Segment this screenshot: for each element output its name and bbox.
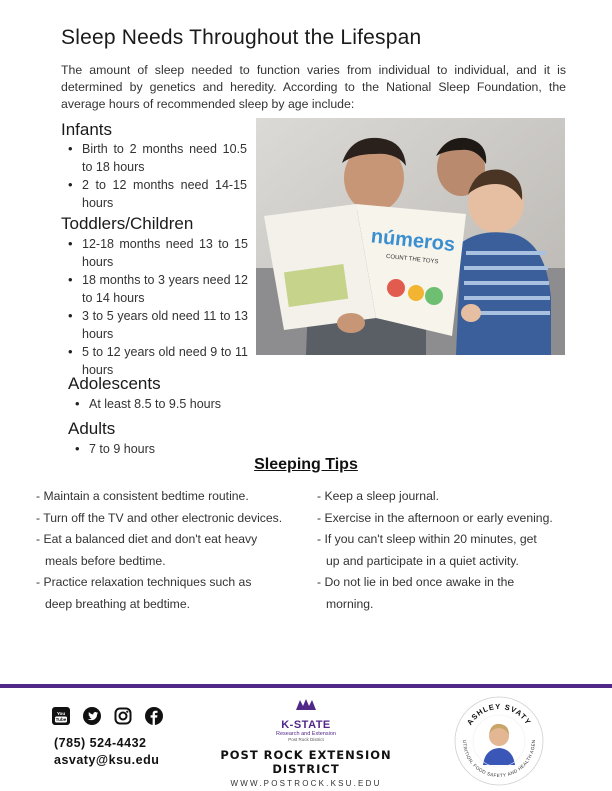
contact-info [54,735,159,769]
svg-text:You: You [56,711,66,716]
tip-item: - If you can't sleep within 20 minutes, get up and participate in a quiet activity. [317,532,537,568]
family-reading-photo [256,118,565,355]
intro-paragraph: The amount of sleep needed to function varies from individual to individual, and it is determined by genetics and heredity. According to the National Sleep Foundation, the average hours of recommended sleep by age include: [61,63,566,111]
book-title: números [369,225,457,257]
phone-number: (785) 524-4432 [54,736,147,750]
list-item: • 2 to 12 months need 14-15 hours [66,176,247,212]
list-item: • 7 to 9 hours [73,440,273,458]
list-item: • 12-18 months need 13 to 15 hours [66,235,248,271]
email-address[interactable]: asvaty@ksu.edu [54,753,160,767]
tip-item: - Eat a balanced diet and don't eat heavy meals before bedtime. [36,532,258,568]
tips-right-column [317,486,587,615]
list-item: • 3 to 5 years old need 11 to 13 hours [66,307,248,343]
footer-divider [0,684,612,688]
sleeping-tips-title: Sleeping Tips [254,456,358,473]
kstate-sub: Research and Extension [276,731,336,737]
book-subtitle: COUNT THE TOYS [385,253,439,266]
kstate-name: K-STATE [281,719,331,731]
twitter-icon[interactable] [83,707,101,725]
tips-left-column [36,486,311,615]
heading-toddlers-children: Toddlers/Children [61,214,194,233]
youtube-icon[interactable] [52,707,70,725]
badge-name: ASHLEY SVATY [465,701,533,727]
instagram-icon[interactable] [114,707,132,725]
wildcat-icon [294,698,318,712]
svg-text:Tube: Tube [55,717,67,723]
adolescents-list [73,395,273,413]
kstate-sub2: Post Rock District [288,737,324,742]
tip-item: - Maintain a consistent bedtime routine. [36,489,249,503]
photo-illustration [256,118,565,355]
heading-infants: Infants [61,120,113,139]
facebook-icon[interactable] [145,707,163,725]
tip-item: - Turn off the TV and other electronic devices. [36,510,283,525]
tip-item: - Exercise in the afternoon or early evening. [317,510,553,525]
district-name: POST ROCK EXTENSION DISTRICT [220,748,392,776]
heading-adolescents: Adolescents [68,374,161,393]
list-item: • 18 months to 3 years need 12 to 14 hours [66,271,248,307]
infants-list [66,140,247,212]
kstate-logo-block [212,698,400,788]
badge-role: UTRITION, FOOD SAFETY AND HEALTH AGEN [461,739,537,779]
page-title: Sleep Needs Throughout the Lifespan [61,26,422,49]
list-item: • Birth to 2 months need 10.5 to 18 hours [66,140,247,176]
tip-item: - Keep a sleep journal. [317,489,439,503]
tip-item: - Practice relaxation techniques such as deep breathing at bedtime. [36,575,252,611]
social-links [52,707,163,725]
list-item: • At least 8.5 to 9.5 hours [73,395,273,413]
heading-adults: Adults [68,419,116,438]
agent-badge [453,695,545,787]
district-url[interactable]: WWW.POSTROCK.KSU.EDU [230,779,382,788]
list-item: • 5 to 12 years old need 9 to 11 hours [66,343,248,379]
tip-item: - Do not lie in bed once awake in the morning. [317,575,515,611]
toddlers-list [66,235,248,379]
